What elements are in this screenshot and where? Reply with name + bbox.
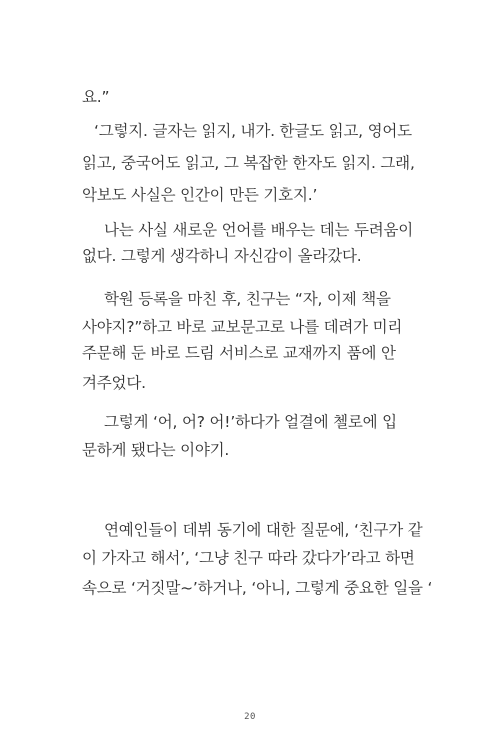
text-line: 속으로 ‘거짓말~’하거나, ‘아니, 그렇게 중요한 일을 ‘ <box>82 579 433 597</box>
text-line: 연예인들이 데뷔 동기에 대한 질문에, ‘친구가 같 <box>104 521 423 539</box>
text-line: 학원 등록을 마친 후, 친구는 “자, 이제 책을 <box>104 290 391 308</box>
text-line: 문하게 됐다는 이야기. <box>82 441 230 459</box>
text-line: 사야지?”하고 바로 교보문고로 나를 데려가 미리 <box>82 318 403 336</box>
text-line: 그렇게 ‘어, 어? 어!’하다가 얼결에 첼로에 입 <box>104 413 397 431</box>
text-line: 읽고, 중국어도 읽고, 그 복잡한 한자도 읽지. 그래, <box>82 154 415 172</box>
text-line: 이 가자고 해서’, ‘그냥 친구 따라 갔다가’라고 하면 <box>82 549 415 567</box>
text-line: 요.” <box>82 88 110 106</box>
text-line: ‘그렇지. 글자는 읽지, 내가. 한글도 읽고, 영어도 <box>94 122 412 140</box>
page-number: 20 <box>244 712 256 722</box>
text-line: 악보도 사실은 인간이 만든 기호지.’ <box>82 186 318 204</box>
text-line: 주문해 둔 바로 드림 서비스로 교재까지 품에 안 <box>82 344 396 362</box>
text-line: 겨주었다. <box>82 374 146 392</box>
text-line: 나는 사실 새로운 언어를 배우는 데는 두려움이 <box>104 221 414 239</box>
text-line: 없다. 그렇게 생각하니 자신감이 올라갔다. <box>82 247 362 265</box>
